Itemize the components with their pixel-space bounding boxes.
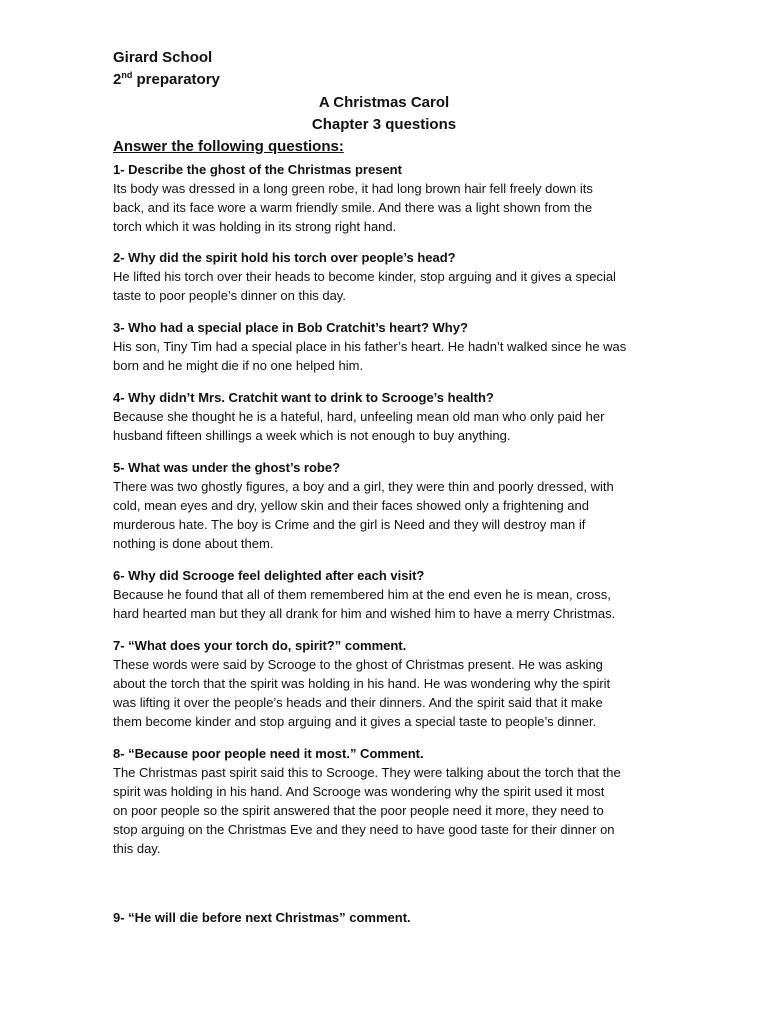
document-subtitle: Chapter 3 questions bbox=[311, 116, 457, 133]
answer-line: murderous hate. The boy is Crime and the girl is Need and they will destroy man if bbox=[113, 517, 586, 532]
question-block-8 bbox=[113, 744, 658, 858]
question-block-1 bbox=[113, 160, 658, 236]
question-1: 1- Describe the ghost of the Christmas present bbox=[113, 162, 402, 177]
answer-line: born and he might die if no one helped him. bbox=[113, 358, 364, 373]
answer-line: nothing is done about them. bbox=[113, 536, 274, 551]
answer-line: stop arguing on the Christmas Eve and they need to have good taste for their dinner on bbox=[113, 822, 615, 837]
school-name: Girard School bbox=[113, 49, 213, 66]
grade-number: 2 bbox=[113, 71, 122, 88]
question-block-2 bbox=[113, 248, 658, 305]
answer-3 bbox=[113, 337, 658, 375]
answer-line: about the torch that the spirit was holding in his hand. He was wondering why the spirit bbox=[113, 676, 611, 691]
answer-line: There was two ghostly figures, a boy and a girl, they were thin and poorly dressed, with bbox=[113, 479, 614, 494]
question-2: 2- Why did the spirit hold his torch over people’s head? bbox=[113, 250, 456, 265]
answer-line: He lifted his torch over their heads to become kinder, stop arguing and it gives a special bbox=[113, 269, 616, 284]
answer-5 bbox=[113, 477, 658, 553]
answer-line: His son, Tiny Tim had a special place in his father’s heart. He hadn’t walked since he was bbox=[113, 339, 627, 354]
grade-level bbox=[113, 70, 220, 90]
answer-line: These words were said by Scrooge to the ghost of Christmas present. He was asking bbox=[113, 657, 603, 672]
answer-line: was lifting it over the people’s heads and their dinners. And the spirit said that it make bbox=[113, 695, 603, 710]
question-block-4 bbox=[113, 388, 658, 445]
answer-line: Because she thought he is a hateful, hard, unfeeling mean old man who only paid her bbox=[113, 409, 605, 424]
answer-line: them become kinder and stop arguing and it gives a special taste to people’s dinner. bbox=[113, 714, 597, 729]
answer-line: husband fifteen shillings a week which is not enough to buy anything. bbox=[113, 428, 511, 443]
answer-line: Because he found that all of them remembered him at the end even he is mean, cross, bbox=[113, 587, 611, 602]
question-7: 7- “What does your torch do, spirit?” comment. bbox=[113, 638, 407, 653]
question-8: 8- “Because poor people need it most.” Comment. bbox=[113, 746, 424, 761]
question-9: 9- “He will die before next Christmas” comment. bbox=[113, 910, 411, 925]
answer-7 bbox=[113, 655, 658, 731]
instruction-heading: Answer the following questions: bbox=[113, 138, 344, 155]
answer-2 bbox=[113, 267, 658, 305]
answer-line: cold, mean eyes and dry, yellow skin and their faces showed only a frightening and bbox=[113, 498, 589, 513]
answer-line: this day. bbox=[113, 841, 161, 856]
question-block-6 bbox=[113, 566, 658, 623]
question-6: 6- Why did Scrooge feel delighted after each visit? bbox=[113, 568, 425, 583]
answer-line: back, and its face wore a warm friendly smile. And there was a light shown from the bbox=[113, 200, 593, 215]
document-title: A Christmas Carol bbox=[318, 94, 450, 111]
question-5: 5- What was under the ghost’s robe? bbox=[113, 460, 341, 475]
question-block-3 bbox=[113, 318, 658, 375]
answer-6 bbox=[113, 585, 658, 623]
question-block-9 bbox=[113, 908, 658, 927]
question-block-7 bbox=[113, 636, 658, 731]
question-block-5 bbox=[113, 458, 658, 553]
answer-line: torch which it was holding in its strong right hand. bbox=[113, 219, 397, 234]
answer-line: hard hearted man but they all drank for him and wished him to have a merry Christmas. bbox=[113, 606, 616, 621]
answer-1 bbox=[113, 179, 658, 236]
answer-4 bbox=[113, 407, 658, 445]
answer-line: The Christmas past spirit said this to Scrooge. They were talking about the torch that the bbox=[113, 765, 621, 780]
grade-suffix: nd bbox=[121, 70, 133, 80]
grade-text: preparatory bbox=[132, 71, 220, 88]
answer-line: taste to poor people’s dinner on this day. bbox=[113, 288, 346, 303]
answer-8 bbox=[113, 763, 658, 858]
answer-line: on poor people so the spirit answered that the poor people need it more, they need to bbox=[113, 803, 604, 818]
answer-line: Its body was dressed in a long green robe, it had long brown hair fell freely down its bbox=[113, 181, 593, 196]
question-4: 4- Why didn’t Mrs. Cratchit want to drink to Scrooge’s health? bbox=[113, 390, 494, 405]
answer-line: spirit was holding in his hand. And Scrooge was wondering why the spirit used it most bbox=[113, 784, 605, 799]
question-3: 3- Who had a special place in Bob Cratchit’s heart? Why? bbox=[113, 320, 468, 335]
